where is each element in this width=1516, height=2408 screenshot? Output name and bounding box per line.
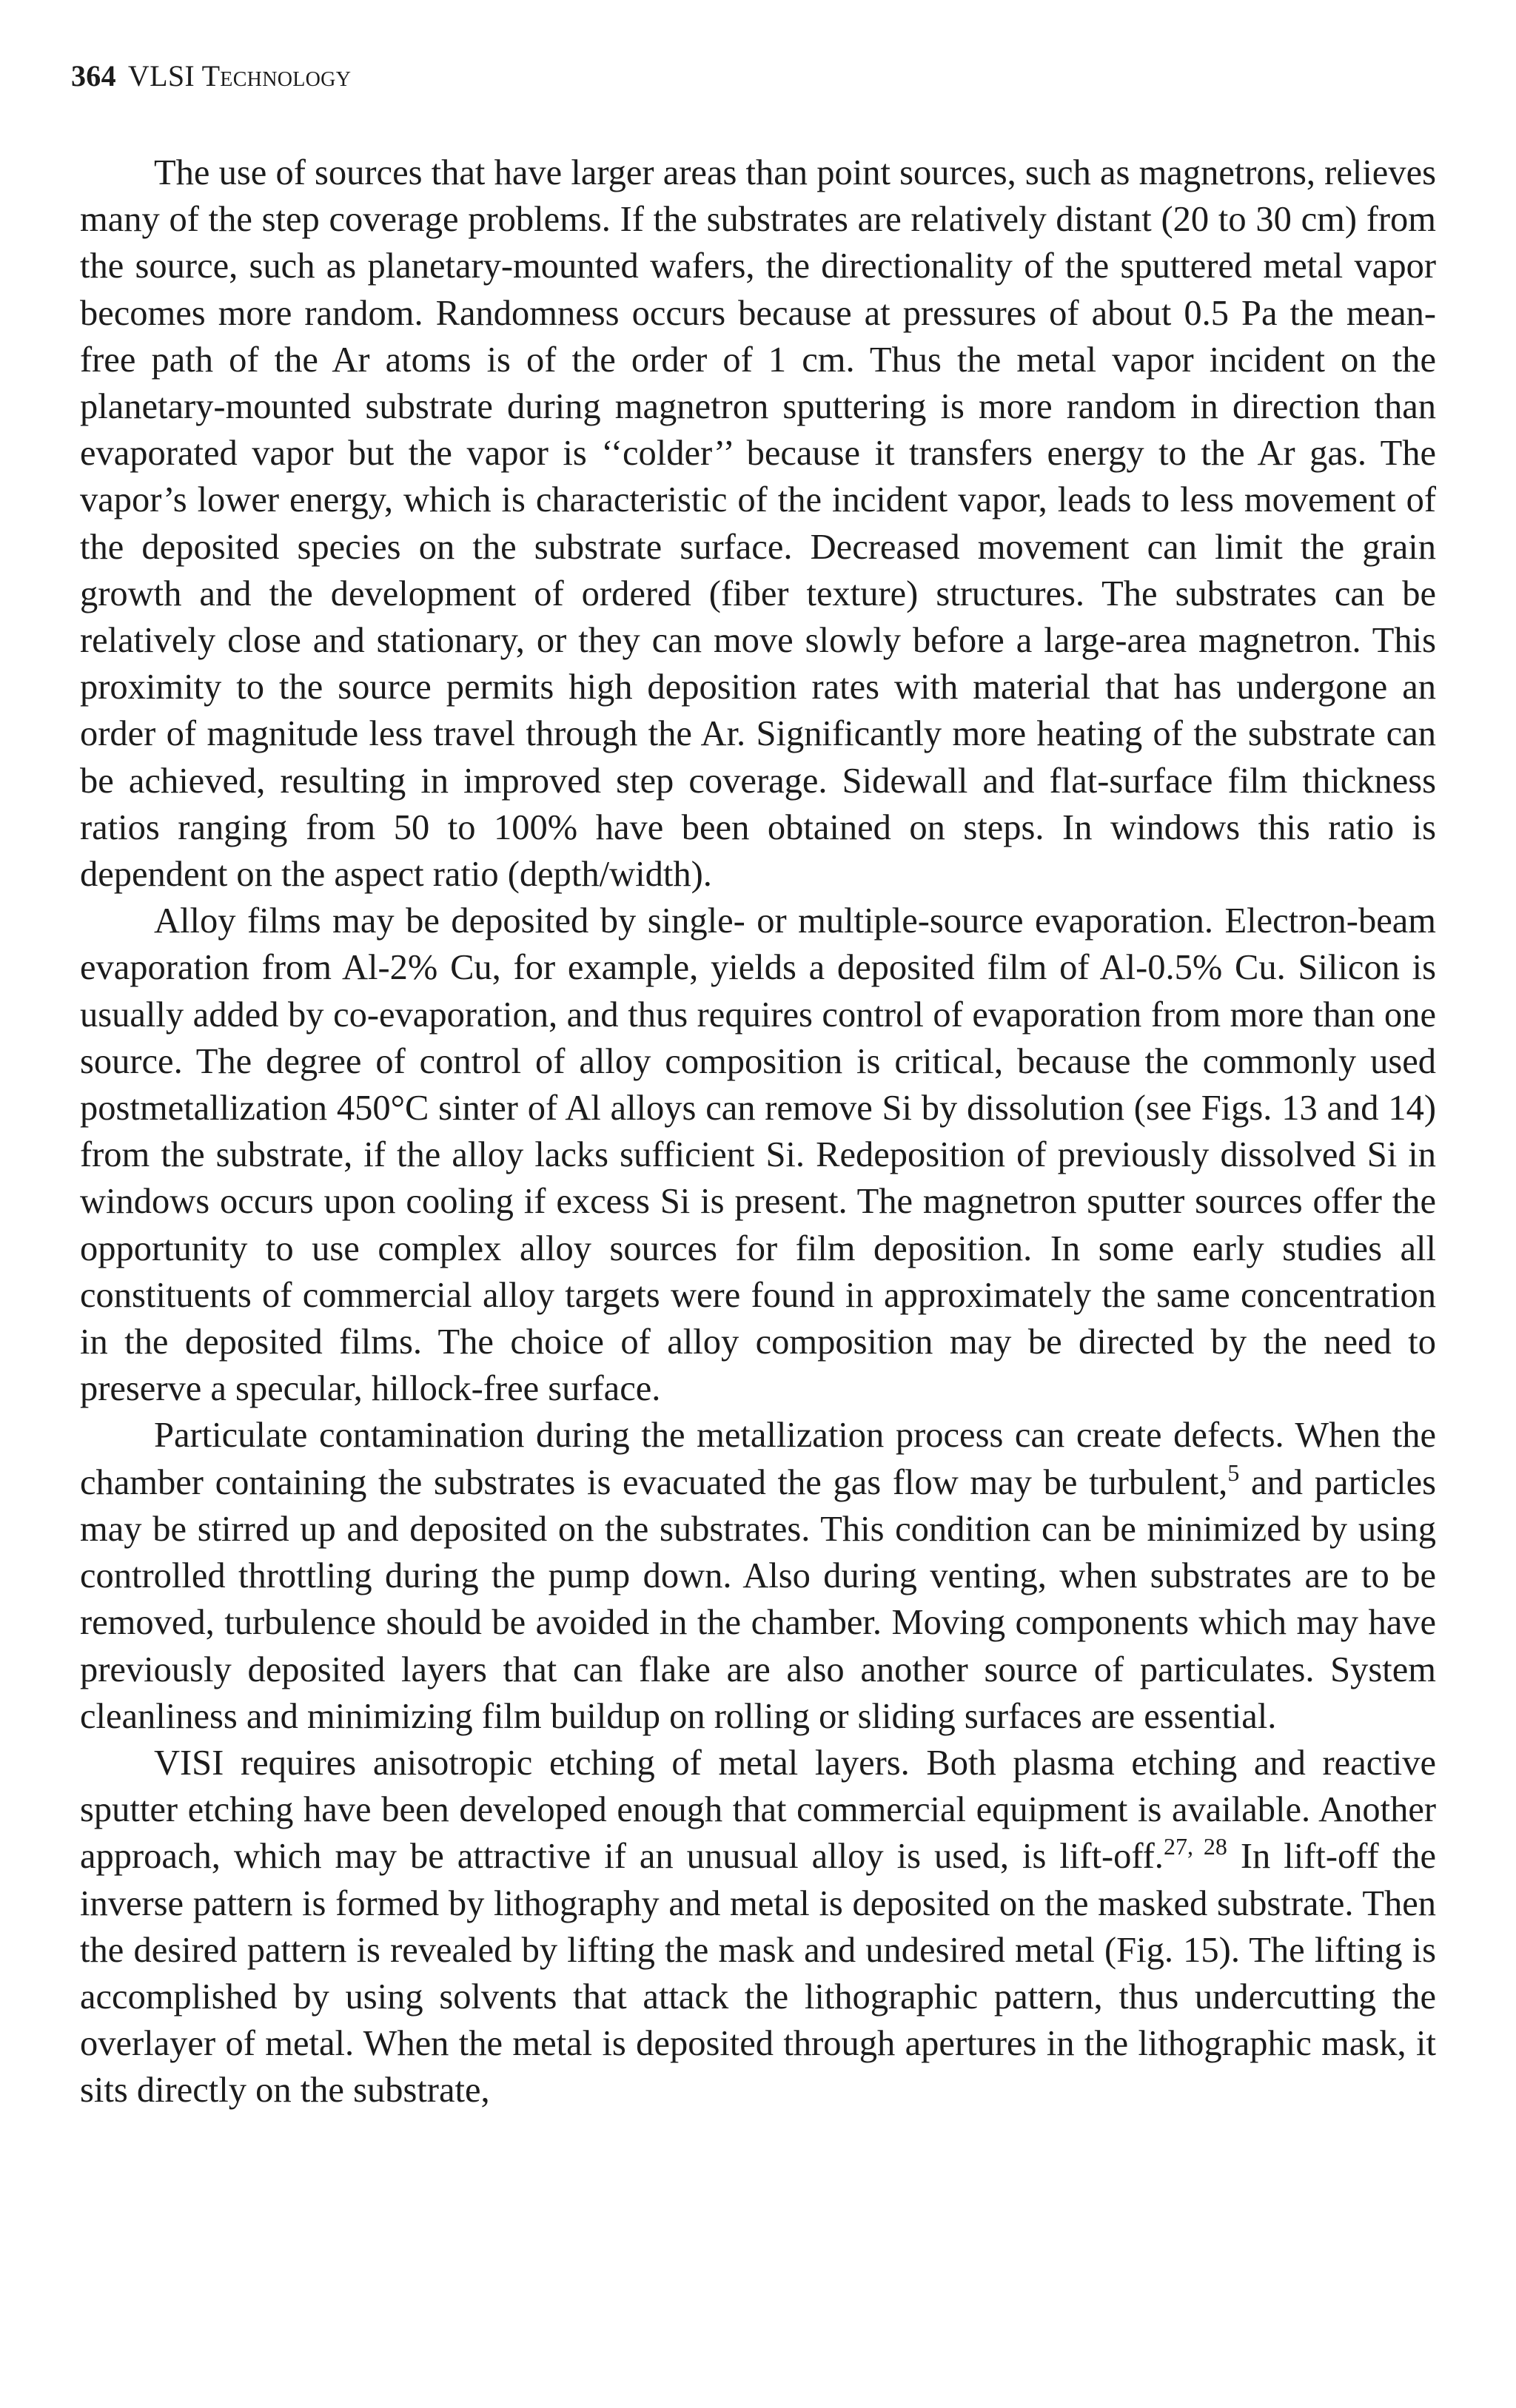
page-number: 364 — [71, 59, 116, 93]
running-head — [71, 58, 351, 95]
paragraph-text: In lift-off the inverse pattern is formed by lithography and metal is deposited on the masked substrate. Then the desired pattern is revealed by lifting the mask and undesired metal (Fig. 15). The lifting is accomplished by using solvents that attack the lithographic pattern, thus undercutting the overlayer of metal. When the metal is deposited through apertures in the lithographic mask, it sits directly on the substrate, — [80, 1837, 1436, 2111]
paragraph-particulate-contamination — [80, 1412, 1436, 1739]
paragraph-text: VISI requires anisotropic etching of metal layers. Both plasma etching and reactive sputter etching have been developed enough that commercial equipment is available. Another approach, which may be attractive if an unusual alloy is used, is lift-off. — [80, 1743, 1436, 1877]
paragraph-magnetron-sources: The use of sources that have larger areas than point sources, such as magnetrons, relieves many of the step coverage problems. If the substrates are relatively distant (20 to 30 cm) from the source, such as planetary-mounted wafers, the directionality of the sputtered metal vapor becomes more random. Randomness occurs because at pressures of about 0.5 Pa the mean-free path of the Ar atoms is of the order of 1 cm. Thus the metal vapor incident on the planetary-mounted substrate during magnetron sputtering is more random in direction than evaporated vapor but the vapor is ‘‘colder’’ because it transfers energy to the Ar gas. The vapor’s lower energy, which is characteristic of the incident vapor, leads to less movement of the deposited species on the substrate surface. Decreased movement can limit the grain growth and the development of ordered (fiber texture) structures. The substrates can be relatively close and stationary, or they can move slowly before a large-area magnetron. This proximity to the source permits high deposition rates with material that has undergone an order of magnitude less travel through the Ar. Significantly more heating of the substrate can be achieved, resulting in improved step coverage. Sidewall and flat-surface film thickness ratios ranging from 50 to 100% have been obtained on steps. In windows this ratio is dependent on the aspect ratio (depth/width). — [80, 153, 1436, 895]
running-title: VLSI Technology — [127, 59, 352, 93]
paragraph-alloy-films: Alloy films may be deposited by single- or multiple-source evaporation. Electron-beam evaporation from Al-2% Cu, for example, yields a deposited film of Al-0.5% Cu. Silicon is usually added by co-evaporation, and thus requires control of evaporation from more than one source. The degree of control of alloy composition is critical, because the commonly used postmetallization 450°C sinter of Al alloys can remove Si by dissolution (see Figs. 13 and 14) from the substrate, if the alloy lacks sufficient Si. Redeposition of previously dissolved Si in windows occurs upon cooling if excess Si is present. The magnetron sputter sources offer the opportunity to use complex alloy sources for film deposition. In some early studies all constituents of commercial alloy targets were found in approximately the same concentration in the deposited films. The choice of alloy composition may be directed by the need to preserve a specular, hillock-free surface. — [80, 901, 1436, 1409]
paragraph-text: and particles may be stirred up and deposited on the substrates. This condition can be minimized by using controlled throttling during the pump down. Also during venting, when substrates are to be removed, turbulence should be avoided in the chamber. Moving components which may have previously deposited layers that can flake are also another source of particulates. System cleanliness and minimizing film buildup on rolling or sliding surfaces are essential. — [80, 1462, 1436, 1736]
reference-superscript: 27, 28 — [1163, 1833, 1227, 1860]
body-text — [80, 149, 1436, 2114]
reference-superscript: 5 — [1227, 1459, 1240, 1486]
paragraph-anisotropic-etching — [80, 1740, 1436, 2114]
paragraph-text: Particulate contamination during the metallization process can create defects. When the chamber containing the substrates is evacuated the gas flow may be turbulent, — [80, 1416, 1436, 1502]
